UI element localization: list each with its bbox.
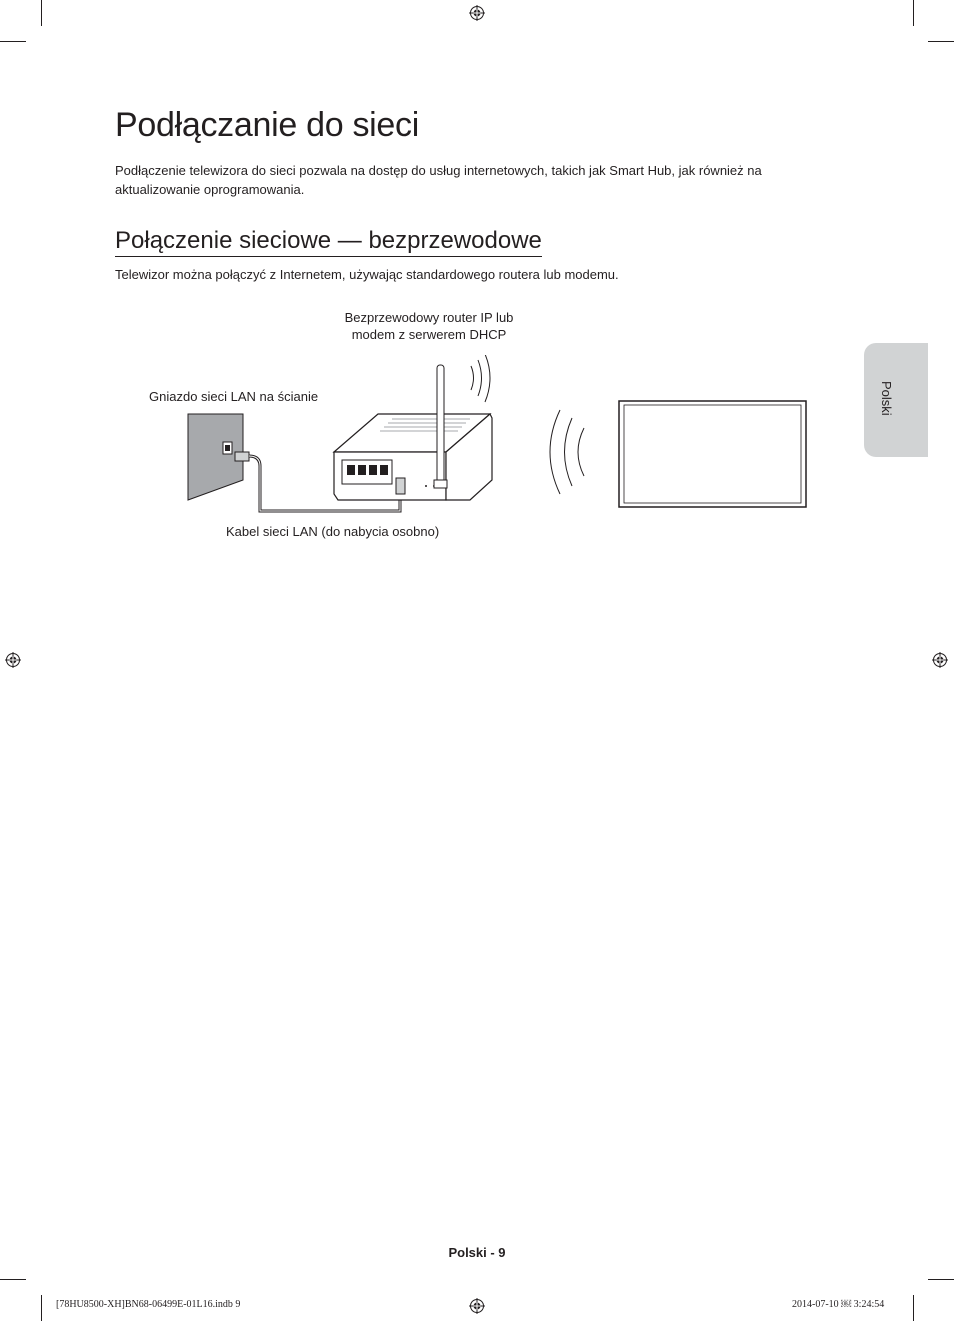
registration-mark-icon — [932, 652, 948, 668]
language-side-tab — [864, 343, 928, 457]
crop-mark — [913, 0, 914, 26]
print-timestamp: 2014-07-10 ￼ 3:24:54 — [792, 1299, 885, 1310]
television-icon — [619, 401, 806, 507]
crop-mark — [0, 41, 26, 42]
crop-mark — [928, 1279, 954, 1280]
crop-mark — [928, 41, 954, 42]
language-side-tab-label: Polski — [879, 381, 894, 416]
router-label: Bezprzewodowy router IP lub modem z serwerem DHCP — [344, 310, 514, 342]
crop-mark — [913, 1295, 914, 1321]
wall-socket-icon — [188, 414, 249, 500]
crop-mark — [41, 1295, 42, 1321]
network-diagram — [180, 355, 820, 520]
crop-mark — [0, 1279, 26, 1280]
crop-mark — [41, 0, 42, 26]
section-title: Połączenie sieciowe — bezprzewodowe — [115, 227, 542, 257]
print-file-info: [78HU8500-XH]BN68-06499E-01L16.indb 9 — [56, 1299, 241, 1310]
page-title: Podłączanie do sieci — [115, 106, 419, 144]
page-number: Polski - 9 — [448, 1245, 506, 1260]
lan-cable-label: Kabel sieci LAN (do nabycia osobno) — [226, 524, 440, 539]
registration-mark-icon — [5, 652, 21, 668]
wireless-router-icon — [334, 365, 492, 500]
tv-signal-icon — [550, 410, 584, 494]
router-signal-icon — [471, 355, 490, 402]
registration-mark-icon — [469, 1298, 485, 1314]
registration-mark-icon — [469, 5, 485, 21]
intro-paragraph: Podłączenie telewizora do sieci pozwala na dostęp do usług internetowych, takich jak Smart Hub, jak również na aktualizowanie oprogramowania. — [115, 163, 762, 197]
wall-socket-label: Gniazdo sieci LAN na ścianie — [149, 389, 319, 404]
section-description: Telewizor można połączyć z Internetem, używając standardowego routera lub modemu. — [115, 267, 619, 282]
